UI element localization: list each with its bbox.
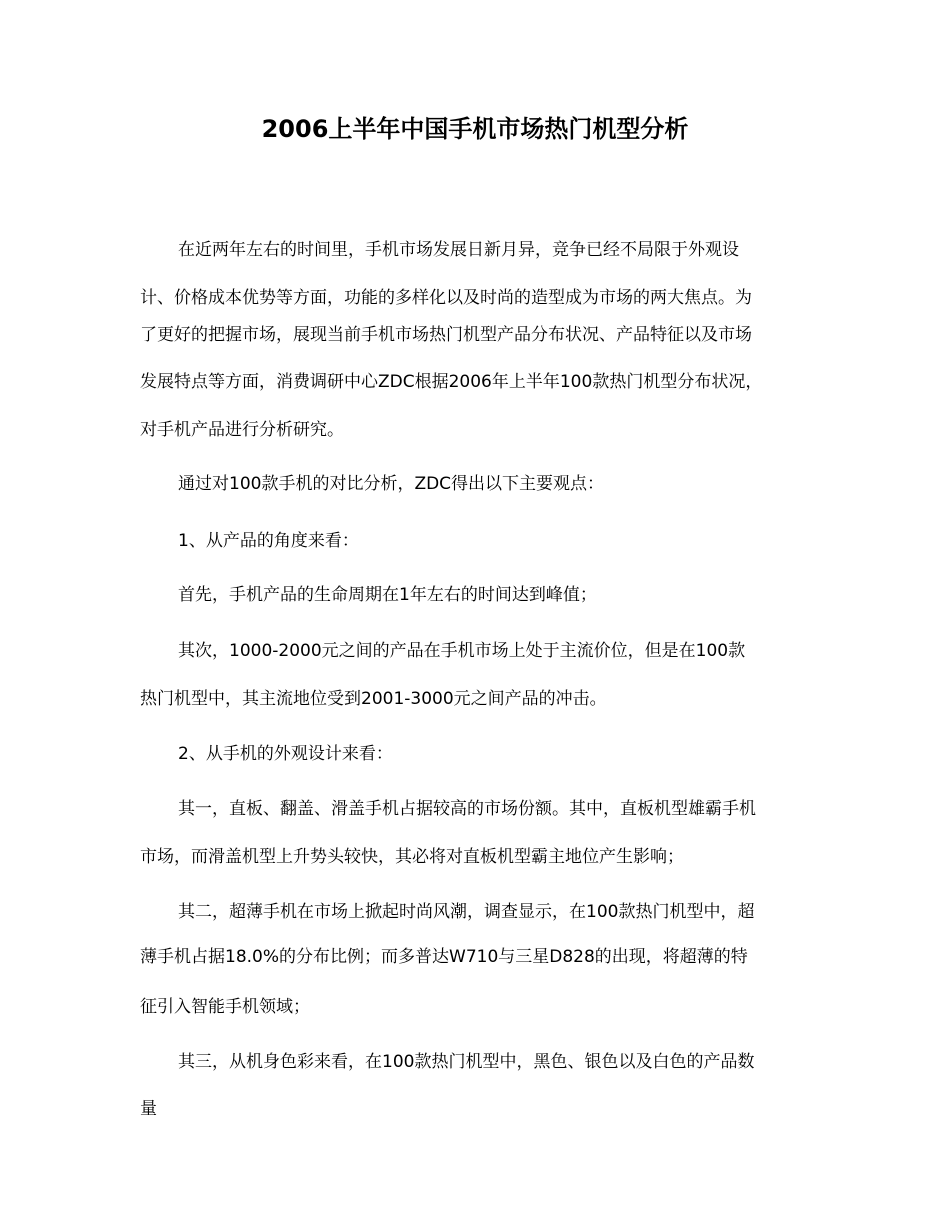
paragraph-line: 计、价格成本优势等方面，功能的多样化以及时尚的造型成为市场的两大焦点。为 <box>140 288 752 308</box>
paragraph-line: 薄手机占据18.0%的分布比例；而多普达W710与三星D828的出现，将超薄的特 <box>140 947 748 967</box>
paragraph-line: 在近两年左右的时间里，手机市场发展日新月异，竞争已经不局限于外观设 <box>178 240 739 260</box>
paragraph-line: 其三，从机身色彩来看，在100款热门机型中，黑色、银色以及白色的产品数 <box>178 1052 755 1072</box>
paragraph-line: 征引入智能手机领域； <box>140 997 310 1017</box>
paragraph-line: 通过对100款手机的对比分析，ZDC得出以下主要观点： <box>178 474 605 494</box>
paragraph-line: 量 <box>140 1099 157 1119</box>
paragraph-line: 市场，而滑盖机型上升势头较快，其必将对直板机型霸主地位产生影响； <box>140 847 684 867</box>
paragraph-line: 其一，直板、翻盖、滑盖手机占据较高的市场份额。其中，直板机型雄霸手机 <box>178 799 756 819</box>
paragraph-line: 发展特点等方面，消费调研中心ZDC根据2006年上半年100款热门机型分布状况， <box>140 372 763 392</box>
paragraph-line: 热门机型中，其主流地位受到2001-3000元之间产品的冲击。 <box>140 689 607 709</box>
paragraph-line: 其次，1000-2000元之间的产品在手机市场上处于主流价位，但是在100款 <box>178 641 746 661</box>
paragraph-line: 首先，手机产品的生命周期在1年左右的时间达到峰值； <box>178 585 597 605</box>
section-heading: 2、从手机的外观设计来看： <box>178 744 393 764</box>
document-title: 2006上半年中国手机市场热门机型分析 <box>261 115 689 143</box>
section-heading: 1、从产品的角度来看： <box>178 531 359 551</box>
paragraph-line: 对手机产品进行分析研究。 <box>140 420 344 440</box>
paragraph-line: 了更好的把握市场，展现当前手机市场热门机型产品分布状况、产品特征以及市场 <box>140 325 752 345</box>
paragraph-line: 其二，超薄手机在市场上掀起时尚风潮，调查显示，在100款热门机型中，超 <box>178 902 755 922</box>
